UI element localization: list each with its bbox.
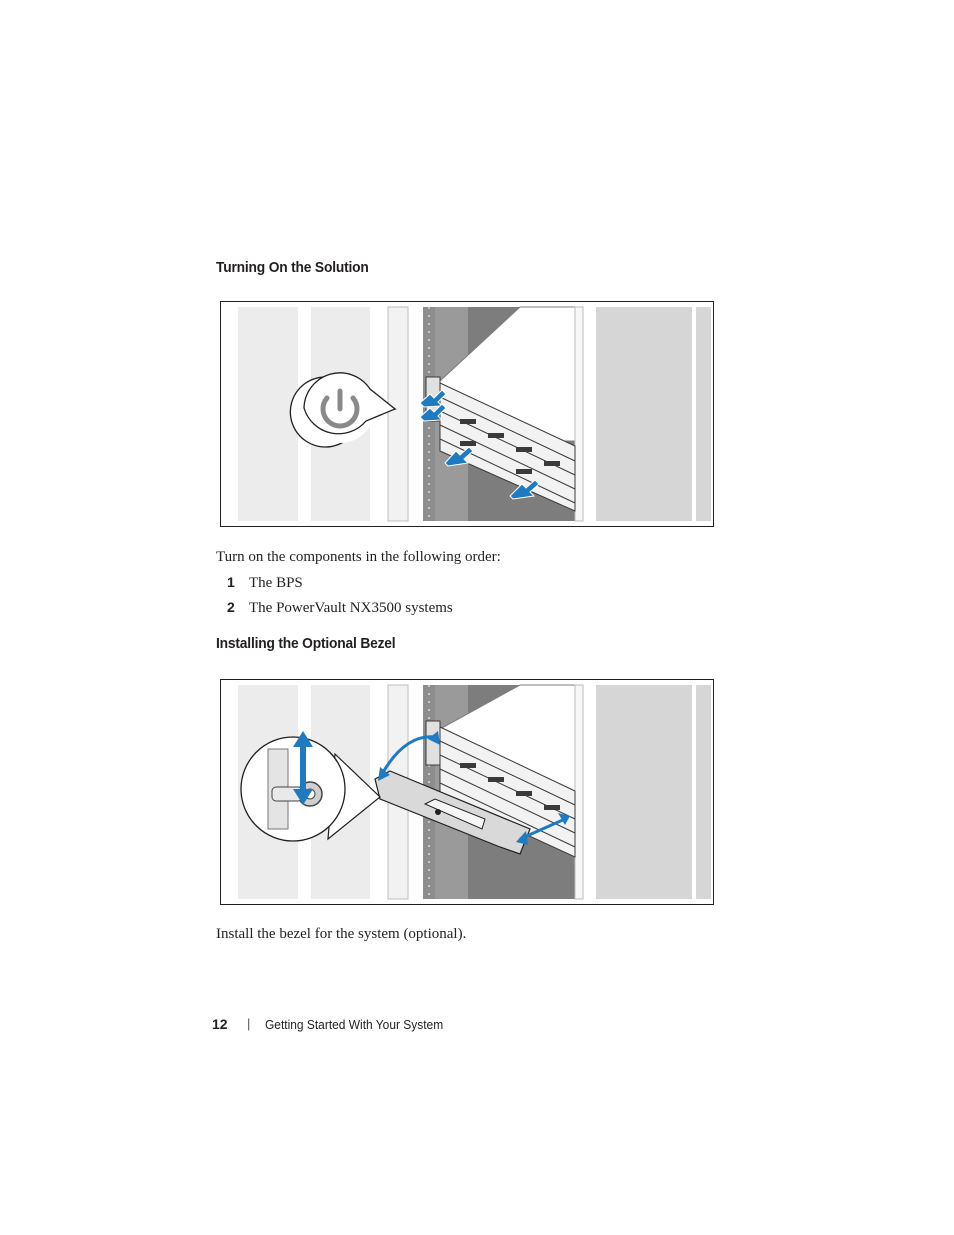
bezel-install-illustration (220, 679, 714, 905)
background-panel (238, 307, 298, 521)
step-number: 1 (227, 574, 235, 590)
step-1 (227, 574, 303, 592)
page-footer (212, 1016, 444, 1032)
background-panel (596, 685, 692, 899)
footer-separator: | (247, 1016, 251, 1031)
footer-title: Getting Started With Your System (265, 1017, 444, 1032)
section-heading-turning-on: Turning On the Solution (216, 259, 369, 276)
step-2 (227, 599, 453, 617)
power-on-illustration (220, 301, 714, 527)
step-text: The BPS (249, 575, 303, 591)
background-panel (596, 307, 692, 521)
page-number: 12 (212, 1016, 228, 1032)
bezel-instruction: Install the bezel for the system (optional). (216, 926, 467, 942)
section-heading-bezel: Installing the Optional Bezel (216, 635, 396, 652)
step-text: The PowerVault NX3500 systems (249, 600, 453, 616)
step-number: 2 (227, 599, 235, 615)
power-on-intro: Turn on the components in the following order: (216, 549, 501, 565)
